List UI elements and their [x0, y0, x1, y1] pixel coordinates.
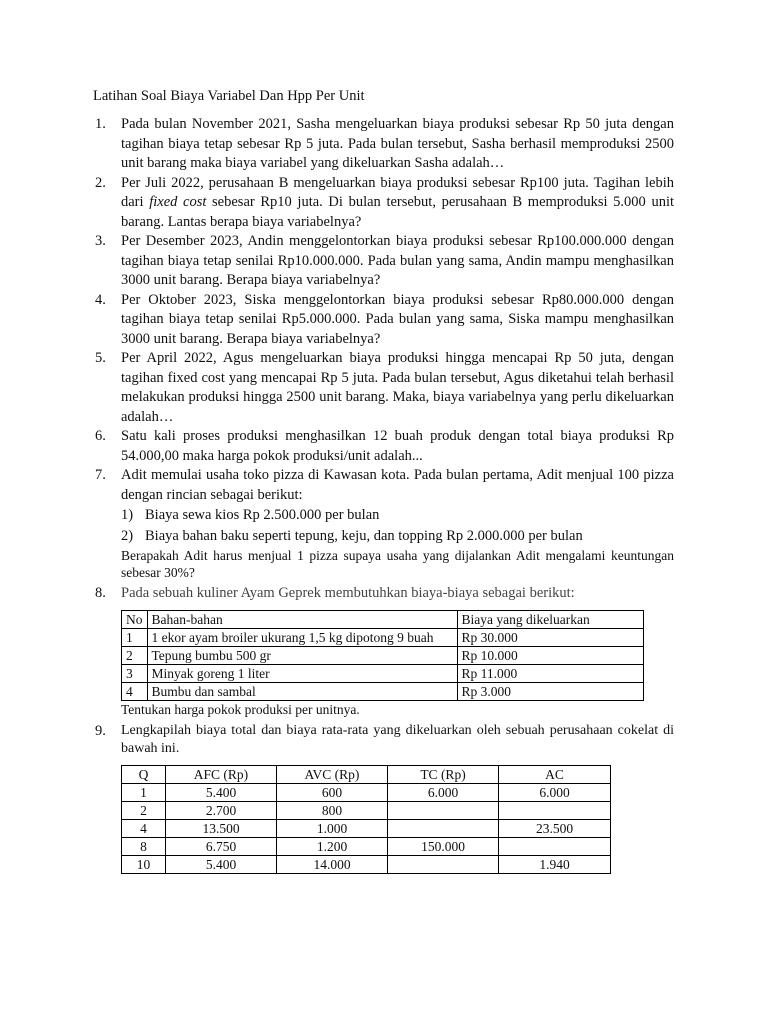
question-text [121, 174, 674, 233]
table-cell [499, 837, 611, 855]
table-cell: Tepung bumbu 500 gr [147, 646, 457, 664]
table-cell: 3 [122, 664, 148, 682]
table-cell: 2 [122, 646, 148, 664]
question-number: 9. [95, 722, 106, 739]
table-row [122, 682, 644, 700]
table-cell: Rp 3.000 [457, 682, 644, 700]
table-cell: 5.400 [166, 855, 277, 873]
question-text: Per Oktober 2023, Siska menggelontorkan biaya produksi sebesar Rp80.000.000 dengan tagihan biaya tetap senilai Rp5.000.000. Pada bulan yang sama, Siska mampu menghasilkan 3000 unit barang. Berapa biaya variabelnya? [121, 291, 674, 347]
table-cell: 4 [122, 682, 148, 700]
sub-item-text: Biaya sewa kios Rp 2.500.000 per bulan [145, 507, 380, 523]
table-cell: 6.000 [388, 783, 499, 801]
question-number: 3. [95, 233, 106, 249]
question-6 [93, 427, 674, 466]
column-header: AFC (Rp) [166, 765, 277, 783]
question-text-part: Per Juli 2022, perusahaan B mengeluarkan biaya produksi sebesar Rp100 juta. Tagihan lebih dari [121, 174, 674, 210]
table-row [122, 837, 611, 855]
question-number: 4. [95, 291, 106, 308]
question-text-part: sebesar Rp10 juta. Di bulan tersebut, perusahaan B memproduksi 5.000 unit barang. Lantas berapa biaya variabelnya? [121, 194, 675, 230]
table-row [122, 646, 644, 664]
question-1 [93, 115, 674, 174]
table-row [122, 855, 611, 873]
table-cell: 10 [122, 855, 166, 873]
table-cell [499, 801, 611, 819]
sub-item-2 [121, 527, 674, 547]
document-title: Latihan Soal Biaya Variabel Dan Hpp Per Unit [93, 88, 365, 104]
table-cell: Rp 10.000 [457, 646, 644, 664]
question-text: Lengkapilah biaya total dan biaya rata-rata yang dikeluarkan oleh sebuah perusahaan cokelat di bawah ini. [121, 722, 674, 756]
question-8 [93, 584, 674, 718]
table-cell: 6.000 [499, 783, 611, 801]
question-text: Adit memulai usaha toko pizza di Kawasan kota. Pada bulan pertama, Adit menjual 100 pizza dengan rincian sebagai berikut: [121, 467, 674, 503]
table-cell: Bumbu dan sambal [147, 682, 457, 700]
table-cell: 1 ekor ayam broiler ukurang 1,5 kg dipotong 9 buah [147, 628, 457, 646]
table-header-row [122, 610, 644, 628]
question-7 [93, 466, 674, 581]
column-header: TC (Rp) [388, 765, 499, 783]
table-cell: 1.940 [499, 855, 611, 873]
table-cell: 1 [122, 783, 166, 801]
table-cell: 8 [122, 837, 166, 855]
question-number: 1. [95, 116, 106, 132]
question-number: 2. [95, 174, 106, 191]
table-cell: 6.750 [166, 837, 277, 855]
cost-table [121, 765, 611, 874]
table-header-row [122, 765, 611, 783]
table-cell [388, 801, 499, 819]
table-cell: 2.700 [166, 801, 277, 819]
column-header: Q [122, 765, 166, 783]
table-cell: 800 [277, 801, 388, 819]
table-cell: 13.500 [166, 819, 277, 837]
sub-item-text: Biaya bahan baku seperti tepung, keju, dan topping Rp 2.000.000 per bulan [145, 527, 583, 544]
question-text: Per April 2022, Agus mengeluarkan biaya produksi hingga mencapai Rp 50 juta, dengan tagihan fixed cost yang mencapai Rp 5 juta. Pada bulan tersebut, Agus diketahui telah berhasil melakukan produksi hingga 2500 unit barang. Maka, biaya variabelnya yang perlu dikeluarkan adalah… [121, 350, 674, 425]
question-text: Pada bulan November 2021, Sasha mengeluarkan biaya produksi sebesar Rp 50 juta dengan tagihan biaya tetap sebesar Rp 5 juta. Pada bulan tersebut, Sasha berhasil memproduksi 2500 unit barang maka biaya variabel yang dikeluarkan Sasha adalah… [121, 116, 674, 171]
column-header: AVC (Rp) [277, 765, 388, 783]
question-instruction: Tentukan harga pokok produksi per unitnya. [121, 701, 360, 717]
table-row [122, 783, 611, 801]
question-text: Satu kali proses produksi menghasilkan 12 buah produk dengan total biaya produksi Rp 54.000,00 maka harga pokok produksi/unit adalah... [121, 428, 674, 464]
question-number: 6. [95, 428, 106, 444]
table-cell: 1.000 [277, 819, 388, 837]
ingredients-table [121, 610, 644, 701]
question-2 [93, 174, 674, 233]
table-cell: Minyak goreng 1 liter [147, 664, 457, 682]
column-header: Bahan-bahan [147, 610, 457, 628]
table-cell: 5.400 [166, 783, 277, 801]
sub-item-number: 2) [121, 527, 134, 544]
sub-item-1 [121, 506, 674, 526]
table-cell [388, 819, 499, 837]
question-3 [93, 232, 674, 291]
question-number: 8. [95, 585, 106, 601]
table-cell: 150.000 [388, 837, 499, 855]
table-cell: 1.200 [277, 837, 388, 855]
table-cell: 600 [277, 783, 388, 801]
table-cell: Rp 11.000 [457, 664, 644, 682]
question-9 [93, 722, 674, 874]
sub-item-number: 1) [121, 507, 134, 523]
question-closing: Berapakah Adit harus menjual 1 pizza supaya usaha yang dijalankan Adit mengalami keuntungan sebesar 30%? [121, 548, 674, 580]
question-4 [93, 291, 674, 350]
question-number: 7. [95, 467, 106, 483]
table-row [122, 628, 644, 646]
table-cell: Rp 30.000 [457, 628, 644, 646]
question-list [93, 115, 674, 874]
column-header: Biaya yang dikeluarkan [457, 610, 644, 628]
italic-term: fixed cost [149, 194, 207, 210]
question-text: Per Desember 2023, Andin menggelontorkan biaya produksi sebesar Rp100.000.000 dengan tagihan biaya tetap senilai Rp10.000.000. Pada bulan yang sama, Andin mampu menghasilkan 3000 unit barang. Berapa biaya variabelnya? [121, 233, 674, 288]
table-cell: 2 [122, 801, 166, 819]
question-5 [93, 349, 674, 427]
table-row [122, 801, 611, 819]
question-text: Pada sebuah kuliner Ayam Geprek membutuhkan biaya-biaya sebagai berikut: [121, 585, 575, 601]
question-number: 5. [95, 350, 106, 366]
column-header: No [122, 610, 148, 628]
table-cell: 14.000 [277, 855, 388, 873]
table-row [122, 664, 644, 682]
column-header: AC [499, 765, 611, 783]
table-row [122, 819, 611, 837]
table-cell [388, 855, 499, 873]
table-cell: 23.500 [499, 819, 611, 837]
table-cell: 1 [122, 628, 148, 646]
table-cell: 4 [122, 819, 166, 837]
